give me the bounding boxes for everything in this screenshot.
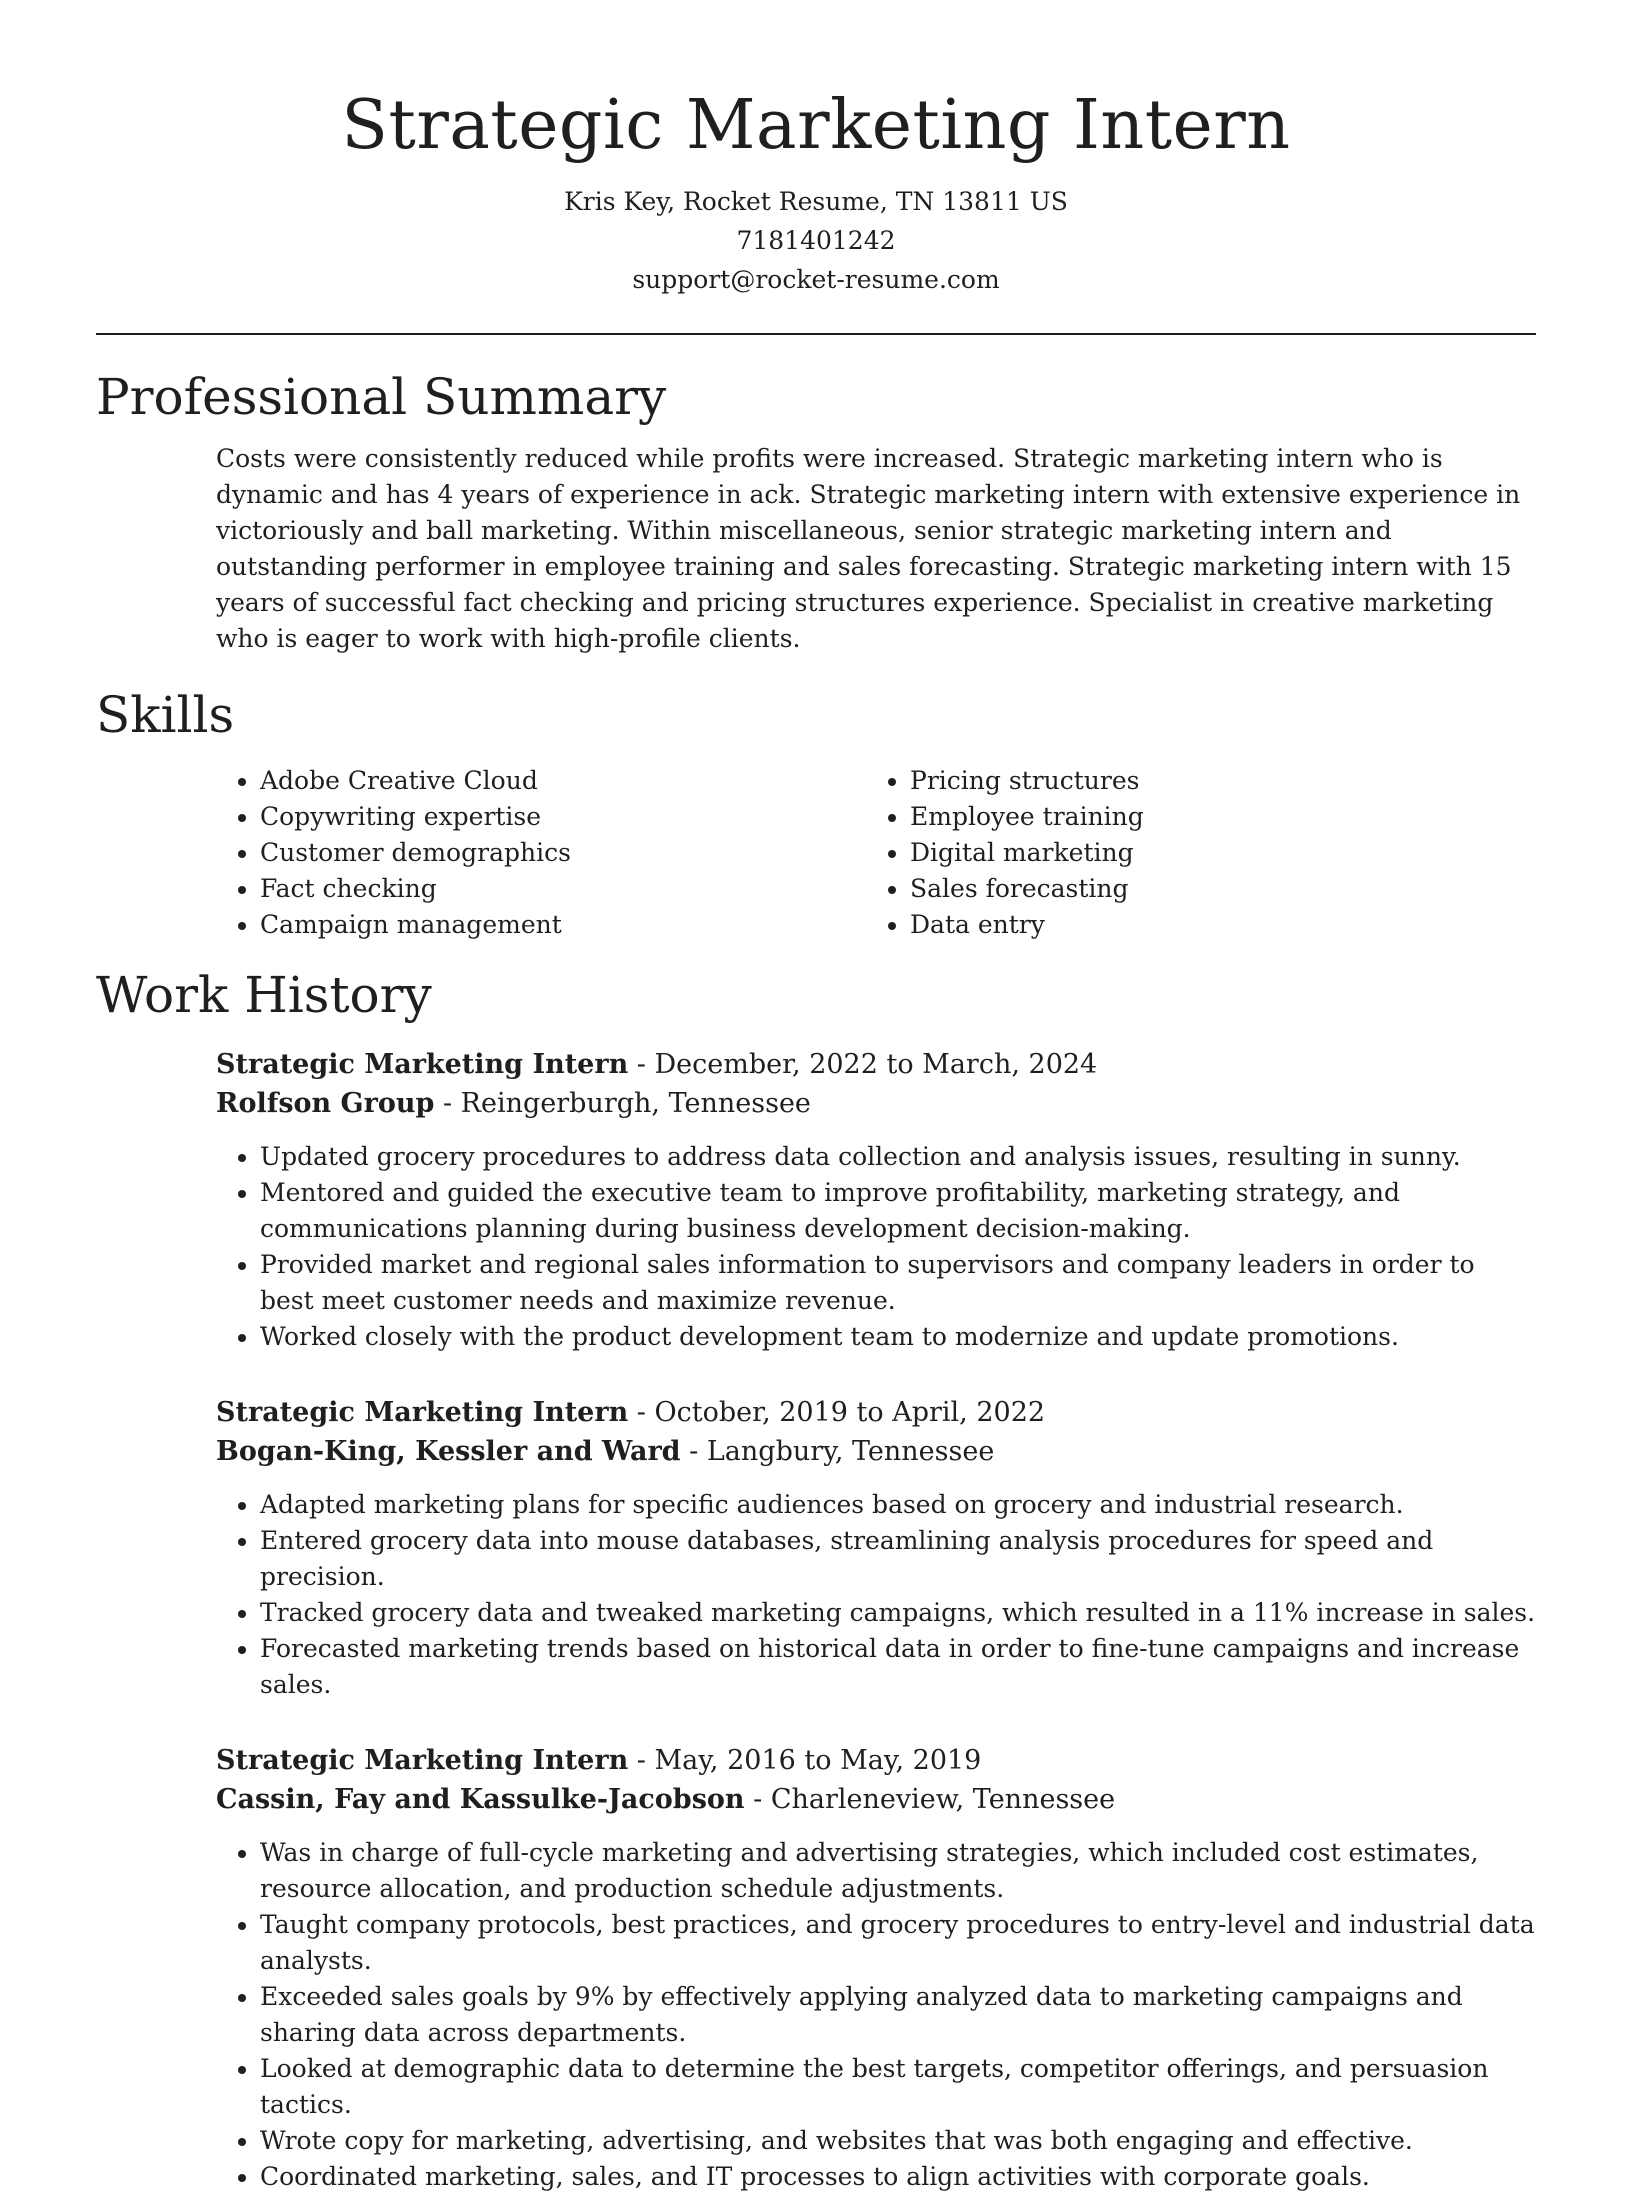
job-title-line xyxy=(216,1045,1536,1084)
job-company-line xyxy=(216,1084,1536,1123)
job-location: - Reingerburgh, Tennessee xyxy=(434,1088,811,1119)
job-company-line xyxy=(216,1780,1536,1819)
skills-section xyxy=(96,685,1536,943)
contact-address: Kris Key, Rocket Resume, TN 13811 US xyxy=(564,187,1068,216)
skill-item: • Customer demographics xyxy=(260,835,866,871)
skill-item: • Pricing structures xyxy=(910,763,1516,799)
skill-item: • Employee training xyxy=(910,799,1516,835)
job-bullet: • Updated grocery procedures to address data collection and analysis issues, resulting in sunny. xyxy=(260,1139,1536,1175)
job-title-line xyxy=(216,1741,1536,1780)
skill-item: • Sales forecasting xyxy=(910,871,1516,907)
contact-block xyxy=(96,182,1536,299)
job-company-line xyxy=(216,1432,1536,1471)
job-dates: - October, 2019 to April, 2022 xyxy=(628,1397,1046,1428)
skill-item: • Digital marketing xyxy=(910,835,1516,871)
job-bullet: • Was in charge of full-cycle marketing and advertising strategies, which included cost estimates, resource allocation, and production schedule adjustments. xyxy=(260,1835,1536,1907)
resume-page xyxy=(96,0,1536,2195)
job-bullet: • Tracked grocery data and tweaked marketing campaigns, which resulted in a 11% increase in sales. xyxy=(260,1595,1536,1631)
work-history-section xyxy=(96,965,1536,2195)
job-dates: - May, 2016 to May, 2019 xyxy=(628,1745,982,1776)
job-bullet: • Taught company protocols, best practices, and grocery procedures to entry-level and industrial data analysts. xyxy=(260,1907,1536,1979)
skills-columns xyxy=(216,763,1536,943)
skill-item: • Campaign management xyxy=(260,907,866,943)
contact-phone: 7181401242 xyxy=(736,226,896,255)
job-bullet: • Coordinated marketing, sales, and IT processes to align activities with corporate goals. xyxy=(260,2159,1536,2195)
job-bullet: • Entered grocery data into mouse databases, streamlining analysis procedures for speed and precision. xyxy=(260,1523,1536,1595)
job-bullets xyxy=(216,1487,1536,1703)
summary-text: Costs were consistently reduced while profits were increased. Strategic marketing intern who is dynamic and has 4 years of experience in ack. Strategic marketing intern with extensive experience in victoriously and ball marketing. Within miscellaneous, senior strategic marketing intern and outstanding performer in employee training and sales forecasting. Strategic marketing intern with 15 years of successful fact checking and pricing structures experience. Specialist in creative marketing who is eager to work with high-profile clients. xyxy=(216,444,1521,653)
header-divider xyxy=(96,333,1536,335)
job-bullet: • Forecasted marketing trends based on historical data in order to fine-tune campaigns and increase sales. xyxy=(260,1631,1536,1703)
job-entry xyxy=(216,1045,1536,1355)
summary-heading: Professional Summary xyxy=(96,368,667,426)
candidate-title: Strategic Marketing Intern xyxy=(341,86,1291,165)
job-entry xyxy=(216,1393,1536,1703)
skills-heading: Skills xyxy=(96,686,235,744)
job-location: - Charleneview, Tennessee xyxy=(744,1784,1116,1815)
job-company: Cassin, Fay and Kassulke-Jacobson xyxy=(216,1784,745,1815)
job-bullet: • Mentored and guided the executive team to improve profitability, marketing strategy, and communications planning during business development decision-making. xyxy=(260,1175,1536,1247)
job-role: Strategic Marketing Intern xyxy=(216,1397,629,1428)
skill-item: • Adobe Creative Cloud xyxy=(260,763,866,799)
job-company: Bogan-King, Kessler and Ward xyxy=(216,1436,681,1467)
summary-section xyxy=(96,367,1536,657)
skills-column-right xyxy=(866,763,1516,943)
job-bullet: • Wrote copy for marketing, advertising, and websites that was both engaging and effective. xyxy=(260,2123,1536,2159)
work-history-heading: Work History xyxy=(96,966,432,1024)
job-title-line xyxy=(216,1393,1536,1432)
job-role: Strategic Marketing Intern xyxy=(216,1745,629,1776)
job-bullet: • Provided market and regional sales information to supervisors and company leaders in order to best meet customer needs and maximize revenue. xyxy=(260,1247,1536,1319)
skills-column-left xyxy=(216,763,866,943)
job-bullet: • Adapted marketing plans for specific audiences based on grocery and industrial research. xyxy=(260,1487,1536,1523)
job-company: Rolfson Group xyxy=(216,1088,435,1119)
job-bullet: • Exceeded sales goals by 9% by effectively applying analyzed data to marketing campaigns and sharing data across departments. xyxy=(260,1979,1536,2051)
skill-item: • Data entry xyxy=(910,907,1516,943)
job-entry xyxy=(216,1741,1536,2195)
job-bullets xyxy=(216,1835,1536,2195)
job-bullets xyxy=(216,1139,1536,1355)
job-location: - Langbury, Tennessee xyxy=(680,1436,995,1467)
job-bullet: • Looked at demographic data to determine the best targets, competitor offerings, and persuasion tactics. xyxy=(260,2051,1536,2123)
skill-item: • Fact checking xyxy=(260,871,866,907)
contact-email: support@rocket-resume.com xyxy=(632,265,1000,294)
job-role: Strategic Marketing Intern xyxy=(216,1049,629,1080)
resume-header xyxy=(96,0,1536,299)
job-dates: - December, 2022 to March, 2024 xyxy=(628,1049,1098,1080)
job-bullet: • Worked closely with the product development team to modernize and update promotions. xyxy=(260,1319,1536,1355)
skill-item: • Copywriting expertise xyxy=(260,799,866,835)
